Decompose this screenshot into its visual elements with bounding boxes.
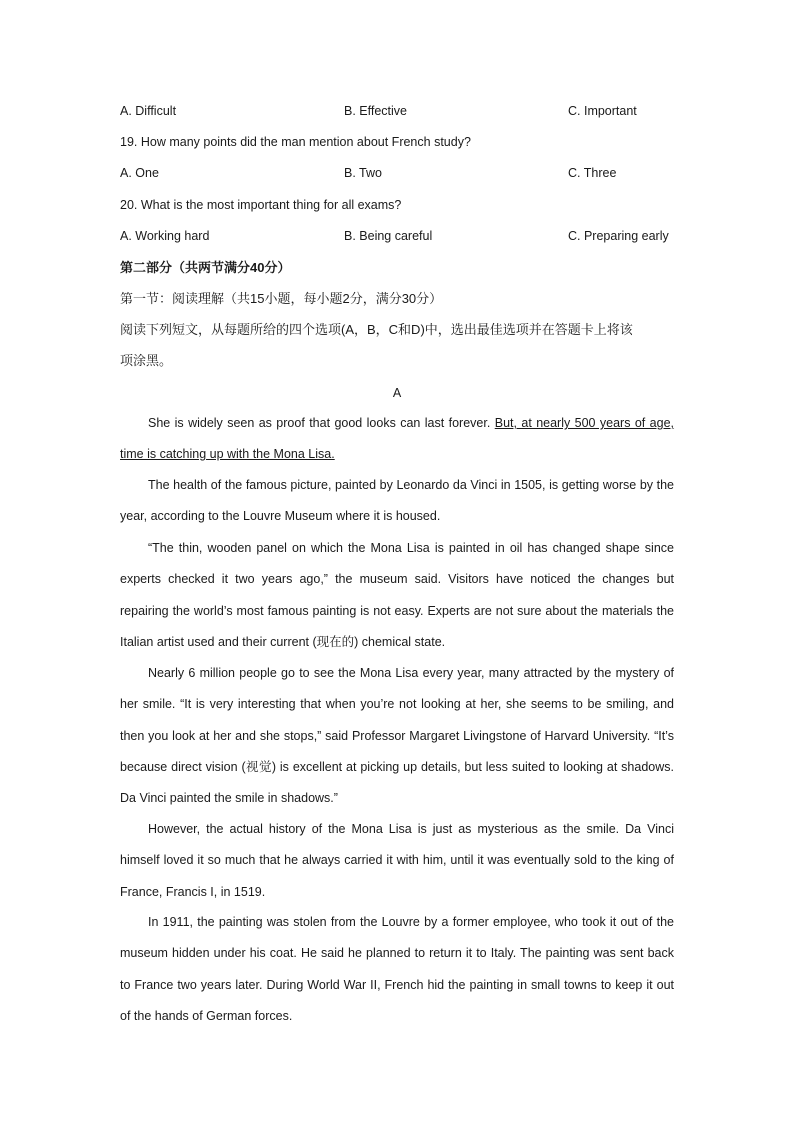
q19-option-b: B. Two [344, 166, 382, 180]
q18-option-a: A. Difficult [120, 104, 177, 118]
passage-paragraph-6 [120, 907, 674, 1032]
passage-paragraph-2 [120, 470, 674, 533]
section1-title: 第一节：阅读理解（共15小题，每小题2分，满分30分） [120, 291, 443, 306]
paragraph-4-text: Nearly 6 million people go to see the Mona Lisa every year, many attracted by the mystery of her smile. “It is very interesting that when you’re not looking at her, she seems to be smiling, and then you look at her and she stops,” said Professor Margaret Livingstone of Harvard University. “It’s because direct vision (视觉) is excellent at picking up details, but less suited to looking at shadows. Da Vinci painted the smile in shadows.” [120, 666, 674, 806]
q20-option-b: B. Being careful [344, 229, 433, 243]
q18-option-c: C. Important [568, 104, 637, 118]
passage-label: A [392, 386, 402, 400]
instruction-line-2: 项涂黑。 [120, 353, 173, 368]
underlined-sentence: But, at nearly 500 years of age, time is catching up with the Mona Lisa. [120, 416, 675, 462]
passage-paragraph-4 [120, 658, 674, 814]
q20-question [120, 195, 674, 215]
q20-option-c: C. Preparing early [568, 229, 669, 243]
q19-option-a: A. One [120, 166, 159, 180]
q19-question [120, 132, 674, 152]
q20-options [120, 226, 674, 246]
q18-option-b: B. Effective [344, 104, 407, 118]
passage-paragraph-5 [120, 814, 674, 908]
instruction-line-1: 阅读下列短文，从每题所给的四个选项(A，B，C和D)中，选出最佳选项并在答题卡上将该 [120, 322, 633, 337]
paragraph-3-text: “The thin, wooden panel on which the Mona Lisa is painted in oil has changed shape since experts checked it two years ago,” the museum said. Visitors have noticed the changes but repairing the world’s most famous painting is not easy. Experts are not sure about the materials the Italian artist used and their current (现在的) chemical state. [120, 541, 674, 649]
q19-option-c: C. Three [568, 166, 617, 180]
passage-paragraph-3 [120, 533, 674, 658]
paragraph-6-text: In 1911, the painting was stolen from the Louvre by a former employee, who took it out of the museum hidden under his coat. He said he planned to return it to Italy. The painting was sent back to France two years later. During World War II, French hid the painting in small towns to keep it out of the hands of German forces. [120, 915, 674, 1023]
passage-paragraph-1 [120, 408, 674, 471]
q19-question-text: 19. How many points did the man mention about French study? [120, 135, 471, 149]
q18-options [120, 101, 674, 121]
paragraph-2-text: The health of the famous picture, painted by Leonardo da Vinci in 1505, is getting worse by the year, according to the Louvre Museum where it is housed. [120, 478, 674, 524]
q19-options [120, 163, 674, 183]
paragraph-1-text: She is widely seen as proof that good looks can last forever. [148, 416, 495, 430]
q20-question-text: 20. What is the most important thing for all exams? [120, 198, 402, 212]
paragraph-5-text: However, the actual history of the Mona Lisa is just as mysterious as the smile. Da Vinci himself loved it so much that he always carried it with him, until it was eventually sold to the king of France, Francis I, in 1519. [120, 822, 674, 899]
part2-title: 第二部分（共两节满分40分） [120, 260, 291, 275]
q20-option-a: A. Working hard [120, 229, 210, 243]
